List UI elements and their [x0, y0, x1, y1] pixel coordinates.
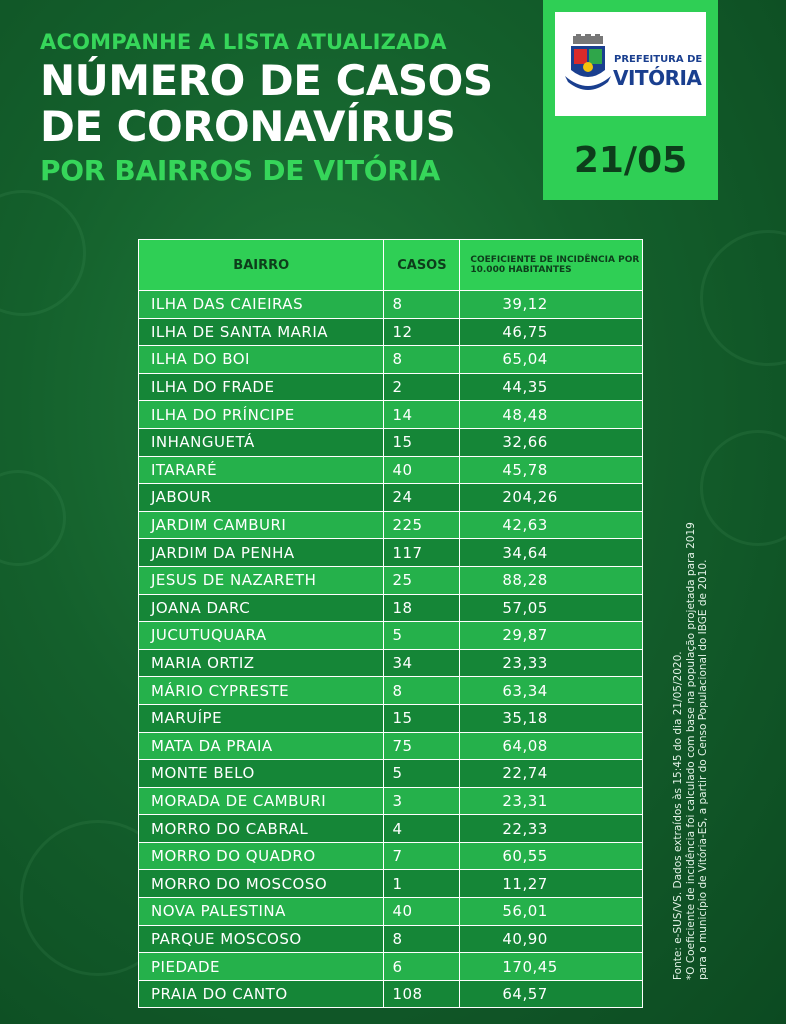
- cell-casos: 8: [384, 291, 460, 319]
- cell-coef: 42,63: [460, 511, 643, 539]
- cell-bairro: MÁRIO CYPRESTE: [139, 677, 384, 705]
- cell-casos: 5: [384, 760, 460, 788]
- cell-casos: 8: [384, 925, 460, 953]
- cell-bairro: JUCUTUQUARA: [139, 622, 384, 650]
- cell-casos: 18: [384, 594, 460, 622]
- bulletin-date: 21/05: [573, 140, 688, 181]
- header-tagline: POR BAIRROS DE VITÓRIA: [40, 154, 441, 187]
- header-subtitle: ACOMPANHE A LISTA ATUALIZADA: [40, 30, 447, 54]
- cell-coef: 35,18: [460, 704, 643, 732]
- cell-bairro: ITARARÉ: [139, 456, 384, 484]
- table-row: [139, 815, 643, 843]
- cell-bairro: ILHA DO PRÍNCIPE: [139, 401, 384, 429]
- cell-bairro: PARQUE MOSCOSO: [139, 925, 384, 953]
- cell-coef: 57,05: [460, 594, 643, 622]
- cases-table: [138, 239, 643, 1008]
- cell-coef: 46,75: [460, 318, 643, 346]
- table-row: [139, 732, 643, 760]
- cell-coef: 34,64: [460, 539, 643, 567]
- header-title-line2: DE CORONAVÍRUS: [40, 102, 456, 151]
- cell-bairro: MATA DA PRAIA: [139, 732, 384, 760]
- cell-casos: 15: [384, 704, 460, 732]
- cell-casos: 1: [384, 870, 460, 898]
- cell-bairro: ILHA DO BOI: [139, 346, 384, 374]
- cell-bairro: MONTE BELO: [139, 760, 384, 788]
- cell-casos: 5: [384, 622, 460, 650]
- header-coeficiente: COEFICIENTE DE INCIDÊNCIA POR 10.000 HABITANTES: [460, 240, 643, 291]
- cell-bairro: INHANGUETÁ: [139, 428, 384, 456]
- cell-bairro: ILHA DE SANTA MARIA: [139, 318, 384, 346]
- cell-casos: 14: [384, 401, 460, 429]
- cell-coef: 23,33: [460, 649, 643, 677]
- cell-bairro: NOVA PALESTINA: [139, 898, 384, 926]
- cell-coef: 40,90: [460, 925, 643, 953]
- cell-bairro: MARUÍPE: [139, 704, 384, 732]
- cell-bairro: MORRO DO CABRAL: [139, 815, 384, 843]
- table-row: [139, 704, 643, 732]
- table-row: [139, 594, 643, 622]
- cell-coef: 22,33: [460, 815, 643, 843]
- cell-bairro: ILHA DAS CAIEIRAS: [139, 291, 384, 319]
- cell-bairro: JOANA DARC: [139, 594, 384, 622]
- cell-bairro: MORRO DO QUADRO: [139, 842, 384, 870]
- table-row: [139, 787, 643, 815]
- table-row: [139, 511, 643, 539]
- table-row: [139, 318, 643, 346]
- cell-coef: 11,27: [460, 870, 643, 898]
- cell-bairro: MORADA DE CAMBURI: [139, 787, 384, 815]
- cell-bairro: JARDIM CAMBURI: [139, 511, 384, 539]
- cell-casos: 15: [384, 428, 460, 456]
- table-row: [139, 539, 643, 567]
- cell-casos: 40: [384, 898, 460, 926]
- table-row: [139, 953, 643, 981]
- table-row: [139, 925, 643, 953]
- cell-casos: 8: [384, 346, 460, 374]
- cell-coef: 22,74: [460, 760, 643, 788]
- cell-bairro: JESUS DE NAZARETH: [139, 566, 384, 594]
- table-row: [139, 842, 643, 870]
- cell-bairro: JARDIM DA PENHA: [139, 539, 384, 567]
- table-row: [139, 566, 643, 594]
- cell-coef: 44,35: [460, 373, 643, 401]
- cell-casos: 24: [384, 484, 460, 512]
- cell-coef: 204,26: [460, 484, 643, 512]
- cell-coef: 170,45: [460, 953, 643, 981]
- cell-coef: 65,04: [460, 346, 643, 374]
- source-line: *O Coeficiente de incidência foi calculado com base na população projetada para 2019: [684, 522, 697, 980]
- table-row: [139, 346, 643, 374]
- cell-bairro: PIEDADE: [139, 953, 384, 981]
- cell-casos: 34: [384, 649, 460, 677]
- cell-bairro: MORRO DO MOSCOSO: [139, 870, 384, 898]
- cell-coef: 64,57: [460, 980, 643, 1008]
- cell-casos: 4: [384, 815, 460, 843]
- logo-text-prefeitura: PREFEITURA DE: [614, 54, 703, 65]
- cell-casos: 40: [384, 456, 460, 484]
- cell-casos: 12: [384, 318, 460, 346]
- virus-decoration: [0, 470, 66, 566]
- source-line: Fonte: e-SUS/VS. Dados extraídos às 15:45 do dia 21/05/2020.: [672, 651, 684, 980]
- table-row: [139, 373, 643, 401]
- cell-coef: 88,28: [460, 566, 643, 594]
- cell-casos: 3: [384, 787, 460, 815]
- date-badge: [543, 0, 718, 200]
- table-row: [139, 428, 643, 456]
- cell-casos: 225: [384, 511, 460, 539]
- table-row: [139, 980, 643, 1008]
- table-row: [139, 870, 643, 898]
- cell-coef: 45,78: [460, 456, 643, 484]
- table-header-row: [139, 240, 643, 291]
- table-row: [139, 898, 643, 926]
- prefeitura-logo: [555, 12, 706, 116]
- header-casos: CASOS: [384, 240, 460, 291]
- table-row: [139, 677, 643, 705]
- logo-text-vitoria: VITÓRIA: [613, 66, 702, 90]
- virus-decoration: [700, 430, 786, 546]
- cell-coef: 23,31: [460, 787, 643, 815]
- source-note: [672, 450, 710, 980]
- table-row: [139, 291, 643, 319]
- table-row: [139, 484, 643, 512]
- cell-coef: 39,12: [460, 291, 643, 319]
- virus-decoration: [0, 190, 86, 316]
- cell-casos: 6: [384, 953, 460, 981]
- header-bairro: BAIRRO: [139, 240, 384, 291]
- cell-coef: 48,48: [460, 401, 643, 429]
- table-row: [139, 760, 643, 788]
- cell-bairro: MARIA ORTIZ: [139, 649, 384, 677]
- cell-coef: 29,87: [460, 622, 643, 650]
- cell-casos: 8: [384, 677, 460, 705]
- table-row: [139, 649, 643, 677]
- cell-casos: 108: [384, 980, 460, 1008]
- cell-casos: 7: [384, 842, 460, 870]
- cell-coef: 63,34: [460, 677, 643, 705]
- header: [40, 30, 510, 187]
- cell-coef: 64,08: [460, 732, 643, 760]
- cell-bairro: ILHA DO FRADE: [139, 373, 384, 401]
- cell-coef: 32,66: [460, 428, 643, 456]
- cell-bairro: JABOUR: [139, 484, 384, 512]
- cell-coef: 60,55: [460, 842, 643, 870]
- cell-casos: 25: [384, 566, 460, 594]
- source-line: para o município de Vitória-ES, a partir do Censo Populacional do IBGE de 2010.: [697, 559, 709, 980]
- cell-casos: 2: [384, 373, 460, 401]
- table-row: [139, 622, 643, 650]
- table-row: [139, 456, 643, 484]
- header-title-line1: NÚMERO DE CASOS: [40, 56, 493, 105]
- cell-coef: 56,01: [460, 898, 643, 926]
- table-row: [139, 401, 643, 429]
- cell-bairro: PRAIA DO CANTO: [139, 980, 384, 1008]
- cell-casos: 75: [384, 732, 460, 760]
- virus-decoration: [700, 230, 786, 366]
- cell-casos: 117: [384, 539, 460, 567]
- crest-icon: [565, 34, 611, 96]
